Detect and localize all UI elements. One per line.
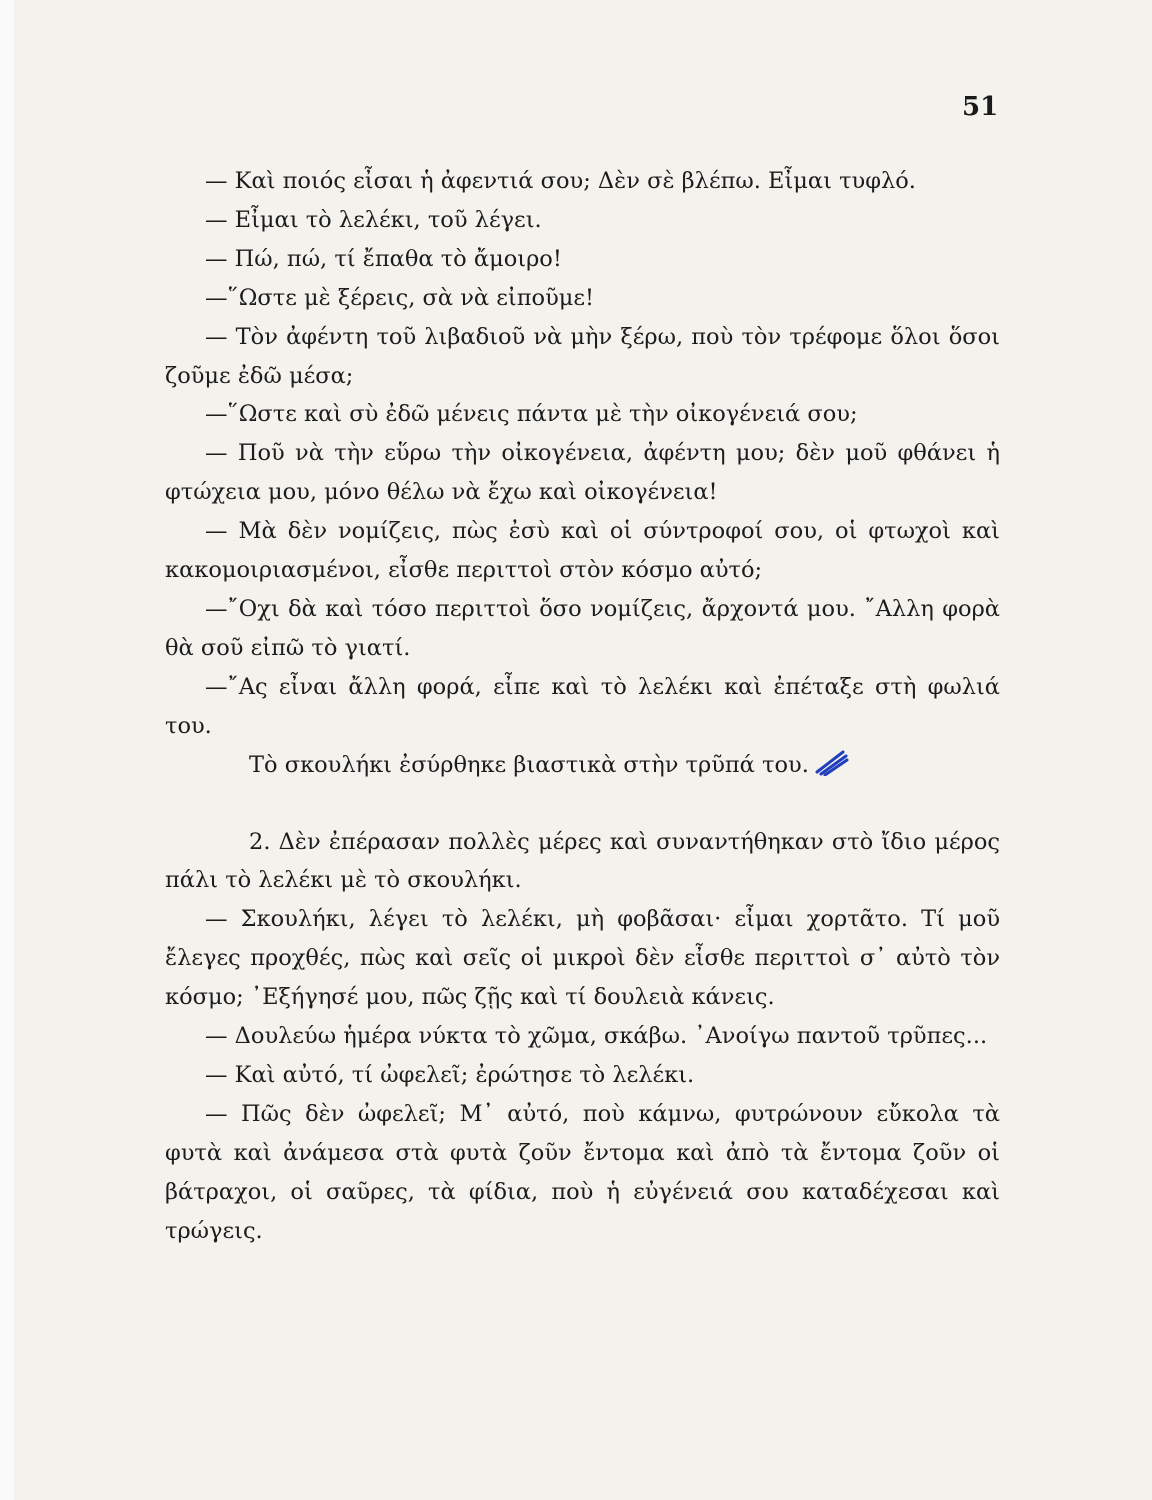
section-spacer	[165, 785, 1000, 823]
paragraph: — Καὶ αὐτό, τί ὠφελεῖ; ἐρώτησε τὸ λελέκι.	[205, 1061, 695, 1088]
page-number: 51	[962, 92, 999, 122]
paragraph: — Σκουλήκι, λέγει τὸ λελέκι, μὴ φοβᾶσαι· εἶμαι χορτᾶτο. Τί μοῦ ἔλεγες προχθές, πὼς καὶ σεῖς οἱ μικροὶ δὲν εἶσθε περιττοὶ σ᾿ αὐτὸ τὸν κόσμο; ᾿Εξήγησέ μου, πῶς ζῇς καὶ τί δουλειὰ κάνεις.	[165, 906, 1000, 1011]
paragraph: —῎Οχι δὰ καὶ τόσο περιττοὶ ὅσο νομίζεις, ἄρχοντά μου. ῎Αλλη φορὰ θὰ σοῦ εἰπῶ τὸ γιατί.	[165, 595, 1000, 661]
paragraph: — Πῶς δὲν ὠφελεῖ; Μ᾿ αὐτό, ποὺ κάμνω, φυτρώνουν εὔκολα τὰ φυτὰ καὶ ἀνάμεσα στὰ φυτὰ ζοῦν ἔντομα καὶ ἀπὸ τὰ ἔντομα ζοῦν οἱ βάτραχοι, οἱ σαῦρες, τὰ φίδια, ποὺ ἡ εὐγένειά σου καταδέχεσαι καὶ τρώγεις.	[165, 1100, 1000, 1244]
paragraph: — Δουλεύω ἡμέρα νύκτα τὸ χῶμα, σκάβω. ᾿Ανοίγω παντοῦ τρῦπες...	[205, 1023, 988, 1050]
page-edge	[0, 0, 14, 1500]
paragraph: — Καὶ ποιός εἶσαι ἡ ἀφεντιά σου; Δὲν σὲ βλέπω. Εἶμαι τυφλό.	[205, 168, 916, 194]
paragraph: —῎Ας εἶναι ἄλλη φορά, εἶπε καὶ τὸ λελέκι καὶ ἐπέταξε στὴ φωλιά του.	[165, 673, 1000, 739]
pen-mark-icon	[813, 748, 849, 776]
paragraph: —῞Ωστε καὶ σὺ ἐδῶ μένεις πάντα μὲ τὴν οἰκογένειά σου;	[205, 401, 858, 428]
paragraph: — Εἶμαι τὸ λελέκι, τοῦ λέγει.	[205, 206, 542, 233]
paragraph-text: Τὸ σκουλήκι ἐσύρθηκε βιαστικὰ στὴν τρῦπά του.	[249, 751, 809, 778]
paragraph-with-pen-mark	[165, 746, 1000, 785]
paragraph: — Πώ, πώ, τί ἔπαθα τὸ ἄμοιρο!	[205, 245, 562, 272]
paragraph: — Τὸν ἀφέντη τοῦ λιβαδιοῦ νὰ μὴν ξέρω, ποὺ τὸν τρέφομε ὅλοι ὅσοι ζοῦμε ἐδῶ μέσα;	[165, 323, 1000, 389]
paragraph: — Μὰ δὲν νομίζεις, πὼς ἐσὺ καὶ οἱ σύντροφοί σου, οἱ φτωχοὶ καὶ κακομοιριασμένοι, εἶσθε περιττοὶ στὸν κόσμο αὐτό;	[165, 518, 1000, 584]
paragraph-numbered: 2. Δὲν ἐπέρασαν πολλὲς μέρες καὶ συναντήθηκαν στὸ ἴδιο μέρος πάλι τὸ λελέκι μὲ τὸ σκουλήκι.	[165, 828, 1000, 894]
paragraph: — Ποῦ νὰ τὴν εὕρω τὴν οἰκογένεια, ἀφέντη μου; δὲν μοῦ φθάνει ἡ φτώχεια μου, μόνο θέλω νὰ ἔχω καὶ οἰκογένεια!	[165, 440, 1000, 506]
body-text	[165, 162, 1000, 1250]
paragraph: —῞Ωστε μὲ ξέρεις, σὰ νὰ εἰποῦμε!	[205, 284, 595, 311]
